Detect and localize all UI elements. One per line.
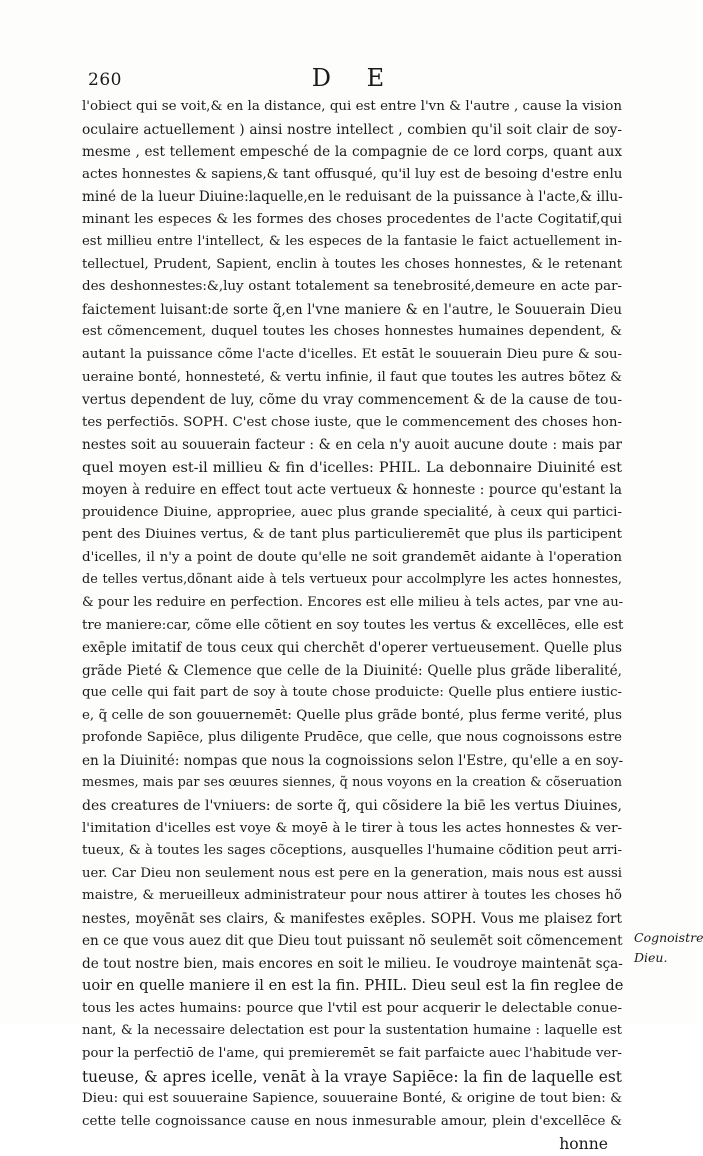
text-line: uer. Car Dieu non seulement nous est pere en la generation, mais nous est aussi: [82, 865, 622, 881]
text-line: pent des Diuines vertus, & de tant plus particulieremēt que plus ils participent: [82, 527, 622, 543]
text-line: des creatures de l'vniuers: de sorte q̃, qui cõsidere la biē les vertus Diuines,: [82, 797, 622, 814]
text-line: maistre, & merueilleux administrateur pour nous attirer à toutes les choses hõ: [82, 888, 622, 904]
text-line: honne: [559, 1135, 608, 1154]
text-line: nant, & la necessaire delectation est pour la sustentation humaine : laquelle est: [82, 1023, 622, 1039]
text-line: actes honnestes & sapiens,& tant offusqué, qu'il luy est de besoing d'estre enlu: [82, 166, 623, 182]
text-line: est cõmencement, duquel toutes les choses honnestes humaines dependent, &: [82, 324, 622, 340]
page-number: 260: [88, 70, 122, 90]
text-line: de telles vertus,dõnant aide à tels vertueux pour accolmplyre les actes honnestes,: [82, 572, 622, 588]
text-line: tes perfectiōs. SOPH. C'est chose iuste, que le commencement des choses hon-: [82, 414, 622, 430]
text-line: autant la puissance cõme l'acte d'icelles. Et estāt le souuerain Dieu pure & sou-: [82, 347, 622, 363]
text-line: grãde Pieté & Clemence que celle de la Diuinité: Quelle plus grãde liberalité,: [82, 662, 622, 679]
body-text: [82, 96, 622, 1156]
text-line: profonde Sapiēce, plus diligente Prudēce, que celle, que nous cognoissons estre: [82, 730, 622, 746]
text-line: est millieu entre l'intellect, & les especes de la fantasie le faict actuellement in-: [82, 234, 622, 250]
text-line: nestes, moyēnāt ses clairs, & manifestes exēples. SOPH. Vous me plaisez fort: [82, 910, 622, 927]
text-line: miné de la lueur Diuine:laquelle,en le reduisant de la puissance à l'acte,& illu-: [82, 189, 623, 206]
text-line: des deshonnestes:&,luy ostant totalement sa tenebrosité,demeure en acte par-: [82, 279, 622, 295]
text-line: cette telle cognoissance cause en nous inmesurable amour, plein d'excellēce &: [82, 1113, 622, 1129]
text-line: tueuse, & apres icelle, venāt à la vraye Sapiēce: la fin de laquelle est: [82, 1067, 622, 1086]
text-line: uoir en quelle maniere il en est la fin. PHIL. Dieu seul est la fin reglee de: [82, 977, 624, 995]
text-line: nestes soit au souuerain facteur : & en cela n'y auoit aucune doute : mais par: [82, 437, 622, 454]
text-line: pour la perfectiō de l'ame, qui premieremēt se fait parfaicte auec l'habitude ver-: [82, 1045, 622, 1061]
text-line: tous les actes humains: pource que l'vtil est pour acquerir le delectable conue-: [82, 1000, 622, 1016]
text-line: moyen à reduire en effect tout acte vertueux & honneste : pource qu'estant la: [82, 482, 622, 499]
text-line: d'icelles, il n'y a point de doute qu'elle ne soit grandemēt aidante à l'operation: [82, 549, 622, 565]
text-line: oculaire actuellement ) ainsi nostre intellect , combien qu'il soit clair de soy-: [82, 121, 622, 138]
text-line: mesme , est tellement empesché de la compagnie de ce lord corps, quant aux: [82, 144, 622, 161]
text-line: l'obiect qui se voit,& en la distance, qui est entre l'vn & l'autre , cause la vision: [82, 99, 622, 114]
margin-note-line: Cognoistre: [634, 930, 703, 945]
text-line: en la Diuinité: nompas que nous la cognoissions selon l'Estre, qu'elle a en soy-: [82, 752, 624, 769]
text-line: minant les especes & les formes des choses procedentes de l'acte Cogitatif,qui: [82, 211, 622, 227]
text-line: tre maniere:car, cõme elle cõtient en soy toutes les vertus & excellēces, elle est: [82, 617, 624, 633]
text-line: faictement luisant:de sorte q̃,en l'vne maniere & en l'autre, le Souuerain Dieu: [82, 301, 622, 318]
text-line: que celle qui fait part de soy à toute chose produicte: Quelle plus entiere iustic-: [82, 685, 622, 701]
text-line: & pour les reduire en perfection. Encores est elle milieu à tels actes, par vne au-: [82, 595, 624, 611]
text-line: tueux, & à toutes les sages cõceptions, ausquelles l'humaine cõdition peut arri-: [82, 843, 622, 859]
text-line: quel moyen est-il millieu & fin d'icelles: PHIL. La debonnaire Diuinité est: [82, 459, 622, 476]
text-line: mesmes, mais par ses œuures siennes, q̃ nous voyons en la creation & cõseruation: [82, 775, 622, 791]
text-line: l'imitation d'icelles est voye & moyē à le tirer à tous les actes honnestes & ver-: [82, 820, 622, 836]
text-line: en ce que vous auez dit que Dieu tout puissant nõ seulemēt soit cõmencement: [82, 933, 623, 950]
text-line: de tout nostre bien, mais encores en soit le milieu. Ie voudroye maintenāt sça-: [82, 955, 623, 972]
margin-note-line: Dieu.: [634, 950, 668, 965]
text-line: exēple imitatif de tous ceux qui cherchēt d'operer vertueusement. Quelle plus: [82, 640, 622, 657]
text-line: e, q̃ celle de son gouuernemēt: Quelle plus grãde bonté, plus ferme verité, plus: [82, 707, 622, 723]
text-line: prouidence Diuine, appropriee, auec plus grande specialité, à ceux qui partici-: [82, 504, 622, 520]
running-head: D E: [311, 64, 399, 92]
text-line: tellectuel, Prudent, Sapient, enclin à toutes les choses honnestes, & le retenant: [82, 256, 622, 272]
text-line: Dieu: qui est souueraine Sapience, souueraine Bonté, & origine de tout bien: &: [82, 1091, 622, 1107]
text-line: vertus dependent de luy, cõme du vray commencement & de la cause de tou-: [82, 392, 622, 409]
text-line: ueraine bonté, honnesteté, & vertu infinie, il faut que toutes les autres bõtez &: [82, 369, 622, 385]
margin-note: [634, 928, 703, 968]
